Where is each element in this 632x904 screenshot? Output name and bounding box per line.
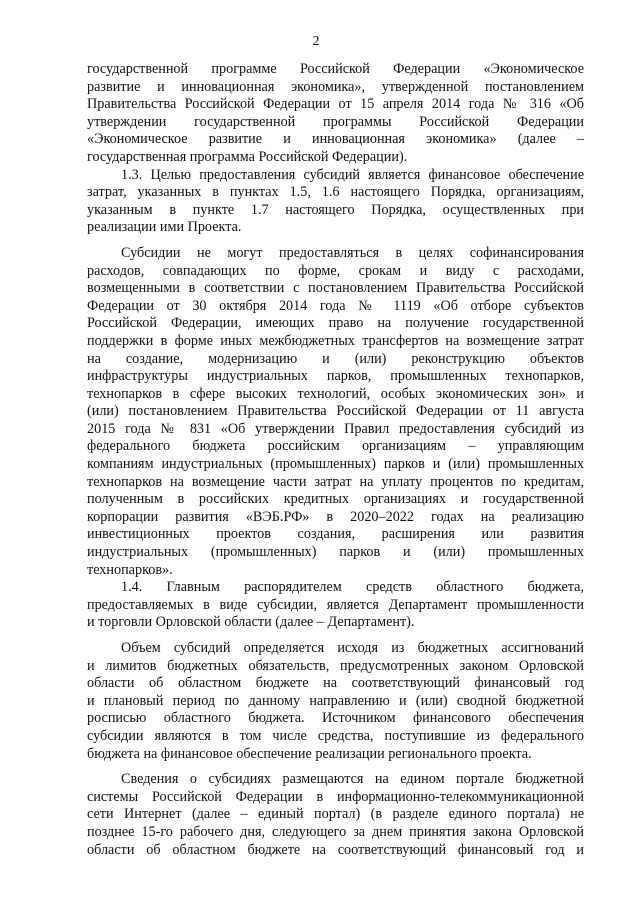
text-line: и плановый период по данному направлению и (или) сводной бюджетной (87, 692, 584, 709)
text-line: развитие и инновационная экономика», утвержденной постановлением (87, 78, 584, 95)
text-line: поддержки в форме иных межбюджетных трансфертов на возмещение затрат (87, 332, 584, 349)
text-line: на создание, модернизацию и (или) реконструкцию объектов (87, 350, 584, 367)
text-line: инвестиционных проектов создания, расширения или развития (87, 526, 584, 543)
text-line: Объем субсидий определяется исходя из бюджетных ассигнований (121, 640, 584, 656)
text-line: индустриальных (промышленных) парков и (или) промышленных (87, 544, 584, 561)
text-line: «Экономическое развитие и инновационная экономика» (далее – (87, 131, 584, 148)
paragraph-spacing (87, 237, 584, 245)
text-line: полученным в российских кредитных организациях и государственной (87, 491, 584, 508)
text-line: Российской Федерации, имеющих право на получение государственной (87, 315, 584, 332)
text-line: инфраструктуры индустриальных парков, промышленных технопарков, (87, 368, 584, 385)
paragraph (87, 771, 584, 859)
text-line: и торговли Орловской области (далее – Департамент). (87, 614, 415, 631)
text-line: (или) постановлением Правительства Российской Федерации от 11 августа (87, 403, 584, 420)
text-line: позднее 15-го рабочего дня, следующего за днем принятия закона Орловской (87, 823, 584, 840)
text-line: федерального бюджета российским организациям – управляющим (87, 438, 584, 455)
text-line: системы Российской Федерации в информационно-телекоммуникационной (87, 788, 584, 805)
text-line: технопарков». (87, 561, 173, 578)
paragraph (87, 579, 584, 632)
text-line: государственной программе Российской Федерации «Экономическое (87, 61, 584, 77)
paragraph-spacing (87, 763, 584, 771)
paragraph (87, 640, 584, 763)
text-line: 1.3. Целью предоставления субсидий является финансовое обеспечение (121, 166, 584, 183)
text-line: 1.4. Главным распорядителем средств областного бюджета, (121, 579, 584, 596)
paragraph-spacing (87, 632, 584, 640)
text-line: области об областном бюджете на соответствующий финансовый год и (87, 841, 584, 858)
text-line: затрат, указанных в пунктах 1.5, 1.6 настоящего Порядка, организациям, (87, 184, 584, 201)
paragraph (87, 61, 584, 167)
text-line: Субсидии не могут предоставляться в целях софинансирования (121, 244, 584, 261)
text-line: возмещенными в соответствии с постановлением Правительства Российской (87, 280, 584, 297)
text-line: корпорации развития «ВЭБ.РФ» в 2020–2022 годах на реализацию (87, 508, 584, 525)
text-line: росписью областного бюджета. Источником финансового обеспечения (87, 710, 584, 727)
paragraph (87, 245, 584, 579)
text-line: предоставляемых в виде субсидии, является Департамент промышленности (87, 596, 584, 613)
text-line: государственная программа Российской Федерации). (87, 148, 408, 165)
text-line: бюджета на финансовое обеспечение реализации регионального проекта. (87, 745, 532, 762)
text-line: области об областном бюджете на соответствующий финансовый год (87, 675, 584, 692)
text-line: Правительства Российской Федерации от 15 апреля 2014 года № 316 «Об (87, 96, 584, 113)
text-line: указанным в пункте 1.7 настоящего Порядка, осуществленных при (87, 201, 584, 218)
text-line: субсидии являются в том числе средства, поступившие из федерального (87, 727, 584, 744)
text-line: сети Интернет (далее – единый портал) (в разделе единого портала) не (87, 806, 584, 823)
text-line: расходов, совпадающих по форме, срокам и виду с расходами, (87, 262, 584, 279)
document-body (87, 61, 584, 859)
text-line: и лимитов бюджетных обязательств, предусмотренных законом Орловской (87, 657, 584, 674)
text-line: реализации ими Проекта. (87, 219, 242, 236)
text-line: 2015 года № 831 «Об утверждении Правил предоставления субсидий из (87, 420, 584, 437)
paragraph (87, 167, 584, 237)
text-line: технопарков в сфере высоких технологий, особых экономических зон» и (87, 385, 584, 402)
text-line: Федерации от 30 октября 2014 года № 1119 «Об отборе субъектов (87, 297, 584, 314)
text-line: технопарков на возмещение части затрат на уплату процентов по кредитам, (87, 473, 584, 490)
text-line: компаниям индустриальных (промышленных) парков и (или) промышленных (87, 456, 584, 473)
text-line: Сведения о субсидиях размещаются на едином портале бюджетной (121, 771, 584, 788)
text-line: утверждении государственной программы Российской Федерации (87, 113, 584, 130)
page-number: 2 (312, 34, 320, 49)
